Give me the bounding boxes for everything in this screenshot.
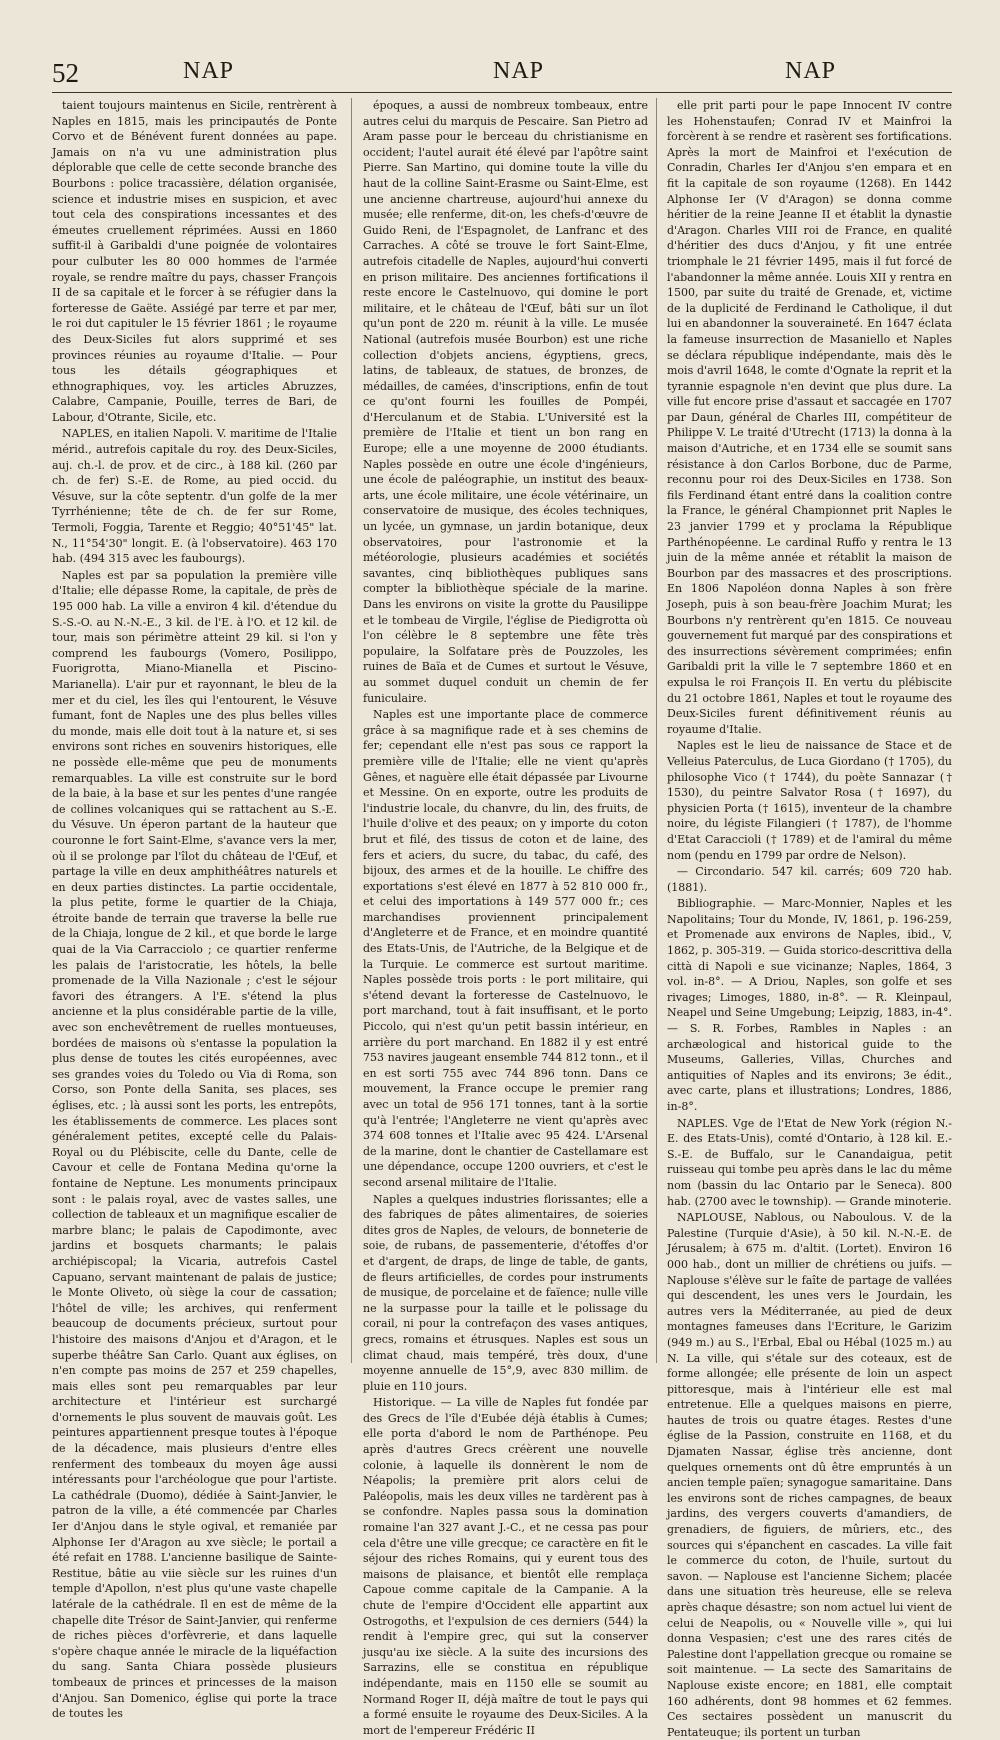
entry-naples-new-york: NAPLES. Vge de l'Etat de New York (région N.-E. des Etats-Unis), comté d'Ontario, à 128 kil. E.-S.-E. de Buffalo, sur le Canandaigua, petit ruisseau qui tombe peu après dans le lac du même nom (bassin du lac Ontario par le Seneca). 800 hab. (2700 avec le township). — Grande minoterie.: [667, 1116, 952, 1208]
text-column-3: [667, 98, 952, 1739]
column-divider: [351, 98, 352, 1363]
paragraph: époques, a aussi de nombreux tombeaux, entre autres celui du marquis de Pescaire. San Pietro ad Aram passe pour le berceau du christianisme en occident; l'autel aurait été élevé par l'apôtre saint Pierre. San Martino, qui domine toute la ville du haut de la colline Saint-Erasme ou Saint-Elme, est une ancienne chartreuse, aujourd'hui annexe du musée; elle renferme, dit-on, les chefs-d'œuvre de Guido Reni, de l'Espagnolet, de Lanfranc et des Carraches. A côté se trouve le fort Saint-Elme, autrefois citadelle de Naples, aujourd'hui converti en prison militaire. Des anciennes fortifications il reste encore le Castelnuovo, qui domine le port militaire, et le château de l'Œuf, bâti sur un îlot qu'un pont de 220 m. réunit à la ville. Le musée National (autrefois musée Bourbon) est une riche collection d'objets anciens, égyptiens, grecs, latins, de tableaux, de statues, de bronzes, de médailles, de camées, d'inscriptions, enfin de tout ce qu'ont fourni les fouilles de Pompéi, d'Herculanum et de Stabia. L'Université est la première de l'Italie et tient un bon rang en Europe; elle a une moyenne de 2000 étudiants. Naples possède en outre une école d'ingénieurs, une école de paléographie, un institut des beaux-arts, une école militaire, une école vétérinaire, un conservatoire de musique, des écoles techniques, un lycée, un gymnase, un jardin botanique, deux observatoires, pour l'astronomie et la météorologie, plusieurs académies et sociétés savantes, cinq bibliothèques publiques sans compter la bibliothèque spéciale de la marine. Dans les environs on visite la grotte du Pausilippe et le tombeau de Virgile, l'église de Piedigrotta où l'on célèbre le 8 septembre une fête très populaire, la Solfatare près de Pouzzoles, les ruines de Baïa et de Cumes et surtout le Vésuve, au sommet duquel conduit un chemin de fer funiculaire.: [363, 99, 648, 705]
paragraph: Naples a quelques industries florissantes; elle a des fabriques de pâtes alimentaires, de soieries dites gros de Naples, de velours, de bonneterie de soie, de rubans, de passementerie, d'étoffes d'or et d'argent, de draps, de linge de table, de gants, de fleurs artificielles, de cordes pour instruments de musique, de porcelaine et de faïence; nulle ville ne la surpasse pour la taille et le polissage du corail, ni pour la contrefaçon des vases antiques, grecs, romains et étrusques. Naples est sous un climat chaud, mais tempéré, très doux, d'une moyenne annuelle de 15°,9, avec 830 millim. de pluie en 110 jours.: [363, 1192, 648, 1393]
paragraph: taient toujours maintenus en Sicile, rentrèrent à Naples en 1815, mais les principautés de Ponte Corvo et de Bénévent furent données au pape. Jamais on n'a vu une administration plus déplorable que celle de cette seconde branche des Bourbons : police tracassière, délation organisée, science et industrie mises en suspicion, et avec tout cela des conspirations incessantes et des émeutes cruellement réprimées. Aussi en 1860 suffit-il à Garibaldi d'une poignée de volontaires pour culbuter les 80 000 hommes de l'armée royale, se rendre maître du pays, chasser François II de sa capitale et le forcer à se réfugier dans la forteresse de Gaëte. Assiégé par terre et par mer, le roi dut capituler le 15 février 1861 ; le royaume des Deux-Siciles fut alors supprimé et ses provinces réunies au royaume d'Italie. — Pour tous les détails géographiques et ethnographiques, voy. les articles Abruzzes, Calabre, Campanie, Pouille, terres de Bari, de Labour, d'Otrante, Sicile, etc.: [52, 99, 337, 424]
paragraph: Historique. — La ville de Naples fut fondée par des Grecs de l'île d'Eubée déjà établis à Cumes; elle porta d'abord le nom de Parthénope. Peu après d'autres Grecs créèrent une nouvelle colonie, à laquelle ils donnèrent le nom de Néapolis; la première prit alors celui de Paléopolis, mais les deux villes ne tardèrent pas à se confondre. Naples passa sous la domination romaine l'an 327 avant J.-C., et ne cessa pas pour cela d'être une ville grecque; ce caractère en fit le séjour des riches Romains, qui y eurent tous des maisons de plaisance, et bientôt elle remplaça Capoue comme capitale de la Campanie. A la chute de l'empire d'Occident elle appartint aux Ostrogoths, et l'expulsion de ces derniers (544) la rendit à l'empire grec, qui sut la conserver jusqu'au ixe siècle. A la suite des incursions des Sarrazins, elle se constitua en république indépendante, mais en 1150 elle se soumit au Normand Roger II, déjà maître de tout le pays qui a formé ensuite le royaume des Deux-Siciles. A la mort de l'empereur Frédéric II: [363, 1396, 648, 1737]
paragraph: Naples est par sa population la première ville d'Italie; elle dépasse Rome, la capitale, de près de 195 000 hab. La ville a environ 4 kil. d'étendue du S.-S.-O. au N.-N.-E., 3 kil. de l'E. à l'O. et 12 kil. de tour, mais son périmètre atteint 29 kil. si l'on y comprend les faubourgs (Vomero, Posilippo, Fuorigrotta, Miano-Mianella et Piscino-Marianella). L'air pur et rayonnant, le bleu de la mer et du ciel, les îles qui l'entourent, le Vésuve fumant, font de Naples une des plus belles villes du monde, mais elle doit tout à la nature et, si ses environs sont riches en souvenirs historiques, elle ne possède elle-même que peu de monuments remarquables. La ville est construite sur le bord de la baie, à la base et sur les pentes d'une rangée de collines volcaniques qui se rattachent au S.-E. du Vésuve. Un éperon partant de la hauteur que couronne le fort Saint-Elme, s'avance vers la mer, où il se prolonge par l'îlot du château de l'Œuf, et partage la ville en deux amphithéâtres naturels et en deux parties distinctes. La partie occidentale, la plus petite, forme le quartier de la Chiaja, étroite bande de terrain que traverse la belle rue de la Chiaja, longue de 2 kil., et que borde le large quai de la Via Carracciolo ; ce quartier renferme les palais de l'aristocratie, les hôtels, la belle promenade de la Villa Nazionale ; c'est le séjour favori des étrangers. A l'E. s'étend la plus ancienne et la plus considérable partie de la ville, avec son enchevêtrement de ruelles montueuses, bordées de maisons où s'entasse la population la plus dense de toutes les cités européennes, avec ses grandes voies du Toledo ou Via di Roma, son Corso, son Ponte della Sanita, ses places, ses églises, etc. ; là aussi sont les ports, les entrepôts, les établissements de commerce. Les places sont généralement petites, excepté celle du Palais-Royal ou du Plébiscite, celle du Dante, celle de Cavour et celle de Fontana Medina qu'orne la fontaine de Neptune. Les monuments principaux sont : le palais royal, avec de vastes salles, une collection de tableaux et un magnifique escalier de marbre blanc; le palais de Capodimonte, avec jardins et bosquets charmants; le palais archiépiscopal; la Vicaria, autrefois Castel Capuano, servant maintenant de palais de justice; le Monte Oliveto, où siège la cour de cassation; l'hôtel de ville; les archives, qui renferment beaucoup de documents précieux, surtout pour l'histoire des maisons d'Anjou et d'Aragon, et le superbe théâtre San Carlo. Quant aux églises, on n'en compte pas moins de 257 et 259 chapelles, mais elles sont peu remarquables par leur architecture et l'intérieur est surchargé d'ornements le plus souvent de mauvais goût. Les peintures appartiennent presque toutes à l'époque de la décadence, mais plusieurs d'entre elles renferment des tombeaux du moyen âge aussi intéressants pour l'archéologue que pour l'artiste. La cathédrale (Duomo), dédiée à Saint-Janvier, le patron de la ville, a été commencée par Charles Ier d'Anjou dans le style ogival, et remaniée par Alphonse Ier d'Aragon au xve siècle; le portail a été refait en 1788. L'ancienne basilique de Sainte-Restitue, bâtie au viie siècle sur les ruines d'un temple d'Apollon, n'est plus qu'une vaste chapelle latérale de la cathédrale. Il en est de même de la chapelle dite Trésor de Saint-Janvier, qui renferme de riches pièces d'orfèvrerie, et dans laquelle s'opère chaque année le miracle de la liquéfaction du sang. Santa Chiara possède plusieurs tombeaux de princes et princesses de la maison d'Anjou. San Domenico, église qui porte la trace de toutes les: [52, 568, 337, 1721]
column-header-right: NAP: [785, 58, 837, 84]
text-column-2: [363, 98, 648, 1737]
header-rule: [52, 92, 952, 93]
entry-naplouse: NAPLOUSE, Nablous, ou Naboulous. V. de la Palestine (Turquie d'Asie), à 50 kil. N.-N.-E. de Jérusalem; à 675 m. d'altit. (Lortet). Environ 16 000 hab., dont un millier de chrétiens ou juifs. — Naplouse s'élève sur le faîte de partage de vallées qui descendent, les unes vers le Jourdain, les autres vers la Méditerranée, au pied de deux montagnes fameuses dans l'Ecriture, le Garizim (949 m.) au S., l'Erbal, Ebal ou Hébal (1025 m.) au N. La ville, qui s'étale sur des coteaux, est de forme allongée; elle présente de loin un aspect pittoresque, mais à l'intérieur elle est mal entretenue. Elle a quelques maisons en pierre, hautes de trois ou quatre étages. Restes d'une église de la Passion, construite en 1168, et du Djamaten Nassar, église très ancienne, dont quelques ornements ont dû être empruntés à un ancien temple païen; synagogue samaritaine. Dans les environs sont de riches campagnes, de beaux jardins, des vergers couverts d'amandiers, de grenadiers, de figuiers, de mûriers, etc., des sources qui s'épanchent en cascades. La ville fait le commerce du coton, de l'huile, surtout du savon. — Naplouse est l'ancienne Sichem; placée dans une situation très heureuse, elle se releva après chaque désastre; son nom actuel lui vient de celui de Neapolis, ou « Nouvelle ville », qui lui donna Vespasien; c'est une des rares cités de Palestine dont l'appellation grecque ou romaine se soit maintenue. — La secte des Samaritains de Naplouse existe encore; en 1881, elle comptait 160 adhérents, dont 98 hommes et 62 femmes. Ces sectaires possèdent un manuscrit du Pentateuque; ils portent un turban: [667, 1211, 952, 1739]
column-header-center: NAP: [493, 58, 545, 84]
paragraph: — Circondario. 547 kil. carrés; 609 720 hab. (1881).: [667, 865, 952, 894]
column-header-left: NAP: [183, 58, 235, 84]
text-column-1: [52, 98, 337, 1721]
paragraph: elle prit parti pour le pape Innocent IV contre les Hohenstaufen; Conrad IV et Mainfroi la forcèrent à se rendre et rasèrent ses fortifications. Après la mort de Mainfroi et l'exécution de Conradin, Charles Ier d'Anjou s'en empara et en fit la capitale de son royaume (1268). En 1442 Alphonse Ier (V d'Aragon) se donna comme héritier de la reine Jeanne II et établit la dynastie d'Aragon. Charles VIII roi de France, en qualité d'héritier des ducs d'Anjou, y fit une entrée triomphale le 21 février 1495, mais il fut forcé de l'abandonner la même année. Louis XII y rentra en 1500, par suite du traité de Grenade, et, victime de la duplicité de Ferdinand le Catholique, il dut lui en abandonner la souveraineté. En 1647 éclata la fameuse insurrection de Masaniello et Naples se déclara république indépendante, mais dès le mois d'avril 1648, le comte d'Ognate la reprit et la tyrannie espagnole n'en devint que plus dure. La ville fut encore prise d'assaut et saccagée en 1707 par Daun, général de Charles III, compétiteur de Philippe V. Le traité d'Utrecht (1713) la donna à la maison d'Autriche, et en 1734 elle se soumit sans résistance à don Carlos Borbone, duc de Parme, reconnu pour roi des Deux-Siciles en 1738. Son fils Ferdinand étant entré dans la coalition contre la France, le général Championnet prit Naples le 23 janvier 1799 et y proclama la République Parthénopéenne. Le cardinal Ruffo y rentra le 13 juin de la même année et rétablit la maison de Bourbon par des massacres et des proscriptions. En 1806 Napoléon donna Naples à son frère Joseph, puis à son beau-frère Joachim Murat; les Bourbons n'y rentrèrent qu'en 1815. Ce nouveau gouvernement fut marqué par des conspirations et des insurrections sévèrement comprimées; enfin Garibaldi prit la ville le 7 septembre 1860 et en expulsa le roi François II. En vertu du plébiscite du 21 octobre 1861, Naples et tout le royaume des Deux-Siciles furent définitivement réunis au royaume d'Italie.: [667, 99, 952, 736]
page-number: 52: [52, 58, 79, 88]
entry-naples: NAPLES, en italien Napoli. V. maritime de l'Italie mérid., autrefois capitale du roy. des Deux-Siciles, auj. ch.-l. de prov. et de circ., à 188 kil. (260 par ch. de fer) S.-E. de Rome, au pied occid. du Vésuve, sur la côte septentr. d'un golfe de la mer Tyrrhénienne; tête de ch. de fer sur Rome, Termoli, Foggia, Tarente et Reggio; 40°51'45" lat. N., 11°54'30" longit. E. (à l'observatoire). 463 170 hab. (494 315 avec les faubourgs).: [52, 427, 337, 566]
paragraph: Naples est le lieu de naissance de Stace et de Velleius Paterculus, de Luca Giordano († 1705), du philosophe Vico († 1744), du poète Sannazar († 1530), du peintre Salvator Rosa († 1697), du physicien Porta († 1615), inventeur de la chambre noire, du légiste Filangieri († 1787), de l'homme d'Etat Caraccioli († 1789) et de l'amiral du même nom (pendu en 1799 par ordre de Nelson).: [667, 739, 952, 862]
column-divider: [656, 98, 657, 1363]
paragraph: Naples est une importante place de commerce grâce à sa magnifique rade et à ses chemins de fer; cependant elle n'est pas sous ce rapport la première ville de l'Italie; elle ne vient qu'après Gênes, et naguère elle était dépassée par Livourne et Messine. On en exporte, outre les produits de l'industrie locale, du chanvre, du lin, des fruits, de l'huile d'olive et des peaux; on y importe du coton brut et filé, des tissus de coton et de laine, des fers et aciers, du sucre, du tabac, du café, des bijoux, des armes et de la houille. Le chiffre des exportations s'est élevé en 1877 à 52 810 000 fr., et celui des importations à 149 577 000 fr.; ces marchandises proviennent principalement d'Angleterre et de France, et en moindre quantité des Etats-Unis, de l'Autriche, de la Belgique et de la Turquie. Le commerce est surtout maritime. Naples possède trois ports : le port militaire, qui s'étend devant la forteresse de Castelnuovo, le port marchand, tout à fait insuffisant, et le porto Piccolo, qui n'est qu'un petit bassin intérieur, en arrière du port marchand. En 1882 il y est entré 753 navires jaugeant ensemble 744 812 tonn., et il en est sorti 755 avec 744 896 tonn. Dans ce mouvement, la France occupe le premier rang avec un total de 956 171 tonnes, tant à la sortie qu'à l'entrée; l'Angleterre ne vient qu'après avec 374 608 tonnes et l'Italie avec 95 424. L'Arsenal de la marine, dont le chantier de Castellamare est une dépendance, occupe 1200 ouvriers, et c'est le second arsenal militaire de l'Italie.: [363, 708, 648, 1189]
bibliography: Bibliographie. — Marc-Monnier, Naples et les Napolitains; Tour du Monde, IV, 1861, p. 196-259, et Promenade aux environs de Naples, ibid., V, 1862, p. 305-319. — Guida storico-descrittiva della città di Napoli e sue vicinanze; Naples, 1864, 3 vol. in-8°. — A Driou, Naples, son golfe et ses rivages; Limoges, 1880, in-8°. — R. Kleinpaul, Neapel und Seine Umgebung; Leipzig, 1883, in-4°. — S. R. Forbes, Rambles in Naples : an archæological and historical guide to the Museums, Galleries, Villas, Churches and antiquities of Naples and its environs; 3e édit., avec carte, plans et illustrations; Londres, 1886, in-8°.: [667, 897, 952, 1113]
